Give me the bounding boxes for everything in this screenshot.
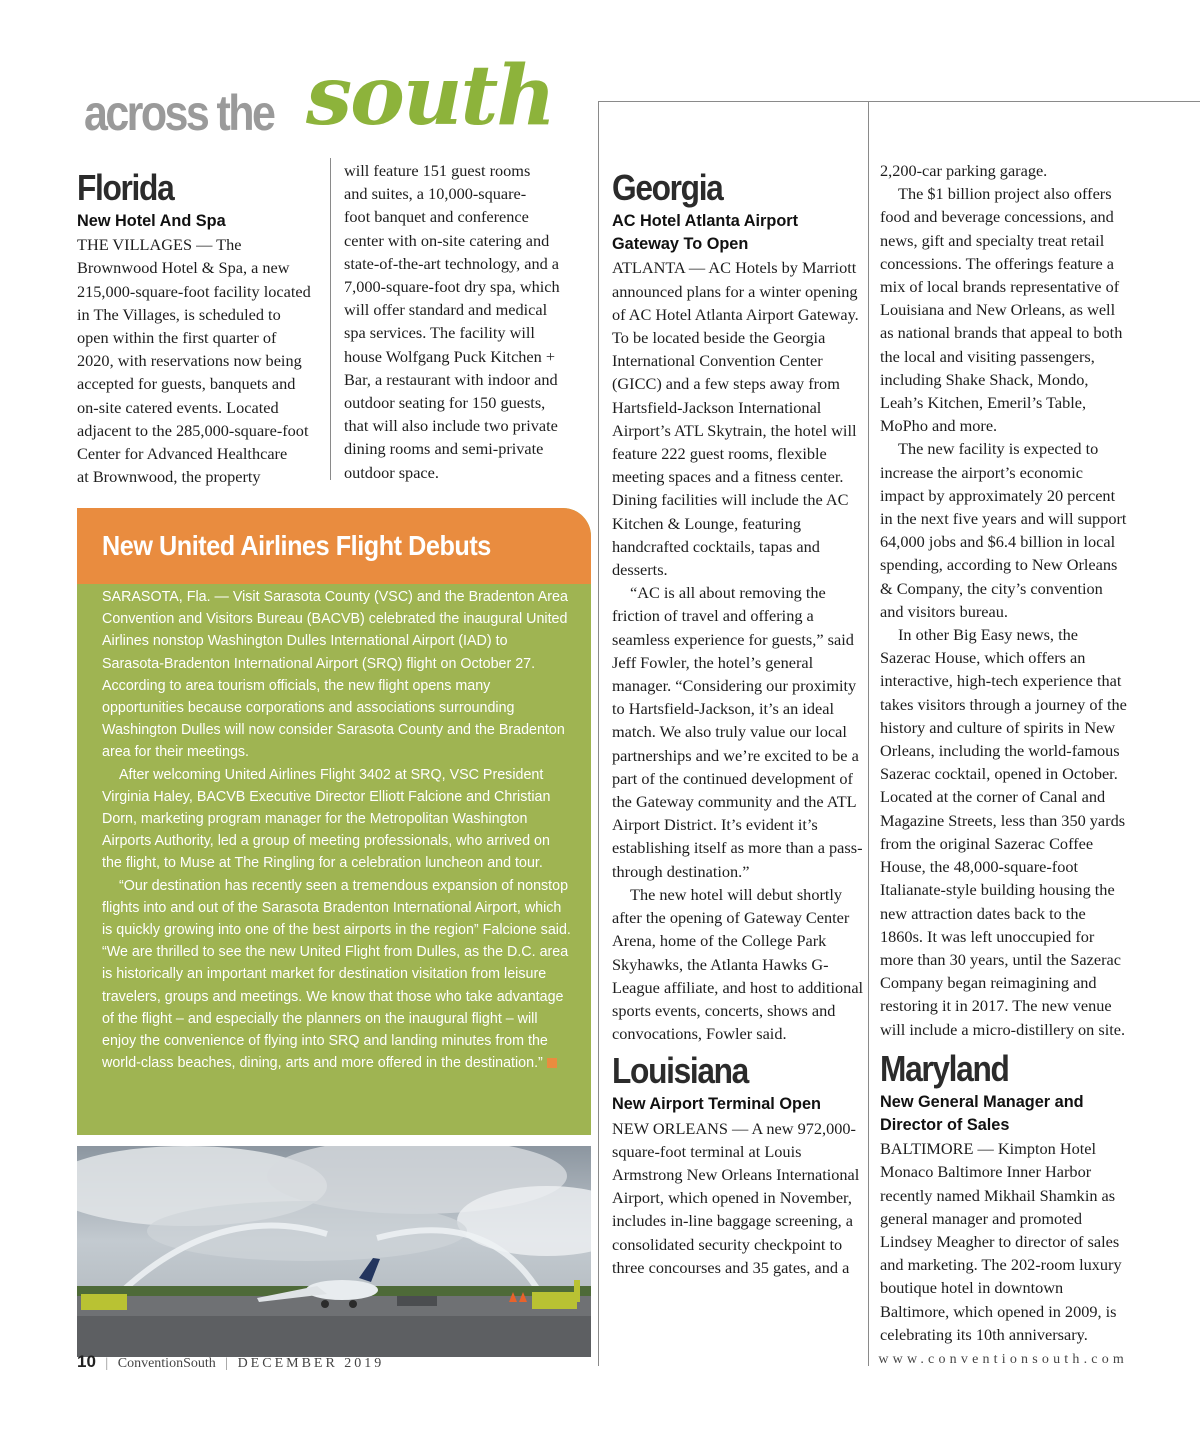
text-line: center with on-site catering and: [344, 230, 550, 250]
footer-publication: ConventionSouth: [117, 1356, 216, 1371]
footer-url[interactable]: www.conventionsouth.com: [878, 1352, 1128, 1367]
text-line: 7,000-square-foot dry spa, which: [344, 277, 560, 297]
text-line: 215,000-square-foot facility located: [77, 281, 311, 301]
text-line: dining rooms and semi-private: [344, 439, 544, 459]
text-line: accepted for guests, banquets and: [77, 374, 296, 394]
georgia-paragraph: “AC is all about removing the friction of travel and offering a seamless experience for guests,” said Jeff Fowler, the hotel’s general manager. “Considering our proximity to Hartsfield-Jackson, it’s an ideal match. We also truly value our local partnerships and we’re excited to be a part of the continued development of the Gateway community and the ATL Airport District. It’s evident it’s establishing itself as more than a pass-through destination.”: [612, 583, 863, 881]
sidebar-body: [102, 586, 572, 1074]
louisiana-paragraph: NEW ORLEANS — A new 972,000-square-foot terminal at Louis Armstrong New Orleans International Airport, which opened in November, includes in-line baggage screening, a consolidated security checkpoint to three concourses and 35 gates, and a: [612, 1118, 860, 1277]
footer-issue: DECEMBER 2019: [237, 1356, 385, 1371]
louisiana-subhead: New Airport Terminal Open: [612, 1095, 821, 1114]
text-line: open within the first quarter of: [77, 328, 277, 348]
footer-left: [77, 1352, 384, 1372]
text-line: Brownwood Hotel & Spa, a new: [77, 258, 290, 278]
louisiana-continued: 2,200-car parking garage.: [880, 161, 1048, 180]
column-divider-right: [868, 101, 869, 1366]
louisiana-paragraph: The $1 billion project also offers food and beverage concessions, and news, gift and specialty treat retail concessions. The offerings feature a mix of local brands representative of Louisiana and New Orleans, as well as national brands that appeal to both the local and visiting passengers, including Shake Shack, Mondo, Leah’s Kitchen, Emeril’s Table, MoPho and more.: [880, 184, 1123, 436]
florida-column-2: [344, 159, 589, 484]
georgia-subhead-line: Gateway To Open: [612, 235, 749, 254]
text-line: house Wolfgang Puck Kitchen +: [344, 346, 556, 366]
masthead-across: across the: [84, 85, 274, 141]
georgia-subhead-line: AC Hotel Atlanta Airport: [612, 212, 799, 230]
louisiana-paragraph: The new facility is expected to increase the airport’s economic impact by approximately 20 percent in the next five years and will support 64,000 jobs and $6.4 billion in local spending, according to New Orleans & Company, the city’s convention and visitors bureau.: [880, 439, 1127, 621]
text-line: in The Villages, is scheduled to: [77, 304, 281, 324]
florida-body-1: [77, 233, 327, 488]
text-line: adjacent to the 285,000-square-foot: [77, 420, 309, 440]
masthead-south: south: [306, 48, 554, 144]
georgia-heading: Georgia: [612, 167, 723, 208]
text-line: at Brownwood, the property: [77, 467, 261, 487]
georgia-paragraph: The new hotel will debut shortly after the opening of Gateway Center Arena, home of the College Park Skyhawks, the Atlanta Hawks G-League affiliate, and host to additional sports events, concerts, shows and convocations, Fowler said.: [612, 884, 864, 1044]
florida-heading: Florida: [77, 167, 174, 208]
text-line: THE VILLAGES — The: [77, 235, 242, 255]
text-line: and suites, a 10,000-square-: [344, 184, 527, 204]
text-line: will feature 151 guest rooms: [344, 161, 531, 180]
text-line: foot banquet and conference: [344, 207, 529, 227]
text-line: outdoor space.: [344, 462, 439, 482]
column-divider-center: [598, 101, 599, 1366]
text-line: Bar, a restaurant with indoor and: [344, 369, 558, 389]
text-line: on-site catered events. Located: [77, 397, 279, 417]
end-mark-icon: [547, 1058, 557, 1068]
sidebar-paragraph: SARASOTA, Fla. — Visit Sarasota County (VSC) and the Bradenton Area Convention and Visitors Bureau (BACVB) celebrated the inaugural United Airlines nonstop Washington Dulles International Airport (IAD) to Sarasota-Bradenton International Airport (SRQ) flight on October 27. According to area tourism officials, the new flight opens many opportunities because corporations and associations surrounding Washington Dulles will now consider Sarasota County and the Bradenton area for their meetings.: [102, 589, 568, 761]
maryland-subhead-line: New General Manager and: [880, 1092, 1084, 1111]
right-column: [880, 159, 1130, 1346]
text-line: spa services. The facility will: [344, 323, 535, 343]
maryland-heading: Maryland: [880, 1047, 1009, 1089]
airplane-water-salute-photo: [77, 1146, 591, 1357]
photo-illustration: [77, 1146, 591, 1357]
column-divider-florida: [330, 158, 331, 480]
text-line: will offer standard and medical: [344, 300, 548, 320]
sidebar-paragraph: [102, 875, 572, 1075]
florida-column-1: [77, 166, 327, 488]
sidebar-header: [77, 508, 591, 584]
sidebar-paragraph-text: “Our destination has recently seen a tremendous expansion of nonstop flights into and out of the Sarasota Bradenton International Airport, which is quickly growing into one of the best airports in the region” Falcione said. “We are thrilled to see the new United Flight from Dulles, as the D.C. area is historically an important market for destination visitation from leisure travelers, groups and meetings. We know that those who take advantage of the flight – and especially the planners on the inaugural flight – will enjoy the convenience of flying into SRQ and landing minutes from the world-class beaches, dining, arts and more offered in the destination.”: [102, 877, 571, 1072]
footer-separator: |: [105, 1356, 109, 1371]
text-line: 2020, with reservations now being: [77, 351, 302, 371]
florida-body-2: [344, 159, 589, 484]
georgia-column: [612, 166, 864, 1279]
maryland-paragraph: BALTIMORE — Kimpton Hotel Monaco Baltimore Inner Harbor recently named Mikhail Shamkin as general manager and promoted Lindsey Meagher to director of sales and marketing. The 202-room luxury boutique hotel in downtown Baltimore, which opened in 2009, is celebrating its 10th anniversary.: [880, 1139, 1122, 1344]
text-line: outdoor seating for 150 guests,: [344, 393, 546, 413]
top-rule: [598, 101, 1200, 102]
maryland-subhead-line: Director of Sales: [880, 1115, 1010, 1134]
footer-separator: |: [225, 1356, 229, 1371]
louisiana-paragraph: In other Big Easy news, the Sazerac House, which offers an interactive, high-tech experience that takes visitors through a journey of the history and culture of spirits in New Orleans, including the world-famous Sazerac cocktail, opened in October. Located at the corner of Canal and Magazine Streets, less than 350 yards from the original Sazerac Coffee House, the 48,000-square-foot Italianate-style building housing the new attraction dates back to the 1860s. It was left unoccupied for more than 30 years, until the Sazerac Company began reimagining and restoring it in 2017. The new venue will include a micro-distillery on site.: [880, 625, 1127, 1039]
louisiana-heading: Louisiana: [612, 1050, 748, 1092]
georgia-paragraph: ATLANTA — AC Hotels by Marriott announced plans for a winter opening of AC Hotel Atlanta Airport Gateway. To be located beside the Georgia International Convention Center (GICC) and a few steps away from Hartsfield-Jackson International Airport’s ATL Skytrain, the hotel will feature 222 guest rooms, flexible meeting spaces and a fitness center. Dining facilities will include the AC Kitchen & Lounge, featuring handcrafted cocktails, tapas and desserts.: [612, 258, 859, 580]
sidebar-title: New United Airlines Flight Debuts: [102, 530, 491, 561]
text-line: state-of-the-art technology, and a: [344, 253, 560, 273]
sidebar-paragraph: After welcoming United Airlines Flight 3402 at SRQ, VSC President Virginia Haley, BACVB Executive Director Elliott Falcione and Christian Dorn, marketing program manager for the Metropolitan Washington Airports Authority, led a group of meeting professionals, who arrived on the flight, to Muse at The Ringling for a celebration luncheon and tour.: [102, 766, 551, 872]
text-line: Center for Advanced Healthcare: [77, 444, 288, 464]
florida-subhead: New Hotel And Spa: [77, 212, 226, 230]
sidebar-box: [77, 508, 591, 1135]
text-line: that will also include two private: [344, 416, 558, 436]
page-number: 10: [77, 1352, 96, 1371]
